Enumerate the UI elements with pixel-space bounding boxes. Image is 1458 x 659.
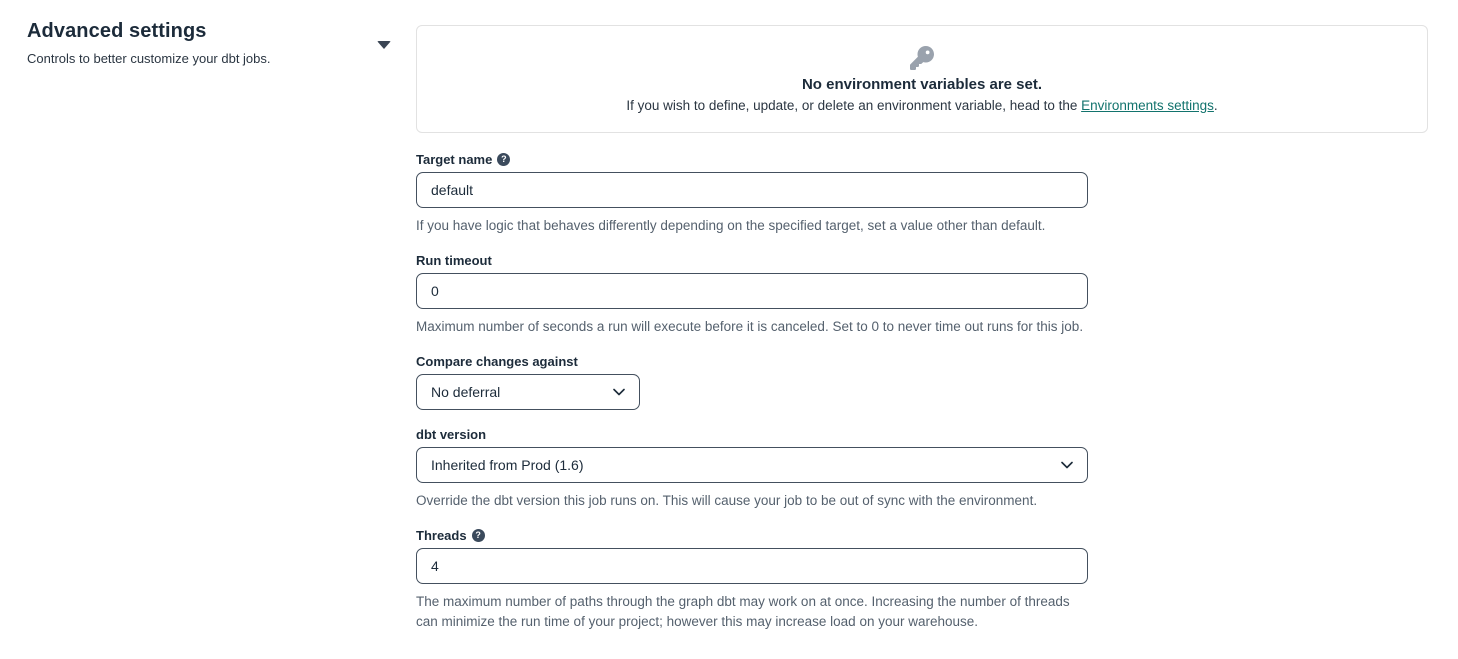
dbt-version-select[interactable] — [416, 447, 1088, 483]
page-subtitle: Controls to better customize your dbt jobs. — [27, 51, 271, 66]
caret-down-icon[interactable] — [377, 41, 391, 49]
threads-group — [416, 528, 1088, 632]
dbt-version-label: dbt version — [416, 427, 487, 442]
help-icon[interactable]: ? — [497, 153, 510, 166]
env-panel-message — [626, 98, 1217, 113]
env-variables-panel — [416, 25, 1428, 133]
run-timeout-input[interactable] — [416, 273, 1088, 309]
settings-form-column — [416, 0, 1428, 659]
compare-changes-value: No deferral — [431, 384, 501, 400]
compare-changes-group — [416, 354, 1088, 410]
run-timeout-label: Run timeout — [416, 253, 492, 268]
target-name-input[interactable] — [416, 172, 1088, 208]
section-header — [0, 0, 416, 659]
env-panel-title: No environment variables are set. — [801, 75, 1043, 93]
target-name-label: Target name — [416, 152, 493, 167]
threads-input[interactable] — [416, 548, 1088, 584]
advanced-settings-form — [416, 152, 1088, 632]
run-timeout-helper: Maximum number of seconds a run will execute before it is canceled. Set to 0 to never time out runs for this job. — [416, 319, 1084, 334]
help-icon[interactable]: ? — [472, 529, 485, 542]
target-name-helper: If you have logic that behaves differently depending on the specified target, set a value other than default. — [416, 218, 1046, 233]
key-icon — [910, 46, 934, 70]
threads-label: Threads — [416, 528, 467, 543]
threads-helper: The maximum number of paths through the graph dbt may work on at once. Increasing the number of threads can minimize the run time of your project; however this may increase load on your warehouse. — [416, 594, 1070, 629]
target-name-group — [416, 152, 1088, 236]
page-title: Advanced settings — [27, 20, 207, 42]
run-timeout-group — [416, 253, 1088, 337]
dbt-version-helper: Override the dbt version this job runs on. This will cause your job to be out of sync with the environment. — [416, 493, 1038, 508]
environments-settings-link[interactable]: Environments settings — [1081, 97, 1214, 113]
compare-changes-select[interactable] — [416, 374, 640, 410]
chevron-down-icon — [1061, 461, 1073, 469]
dbt-version-group — [416, 427, 1088, 511]
compare-changes-label: Compare changes against — [416, 354, 578, 369]
env-panel-message-after: . — [1213, 97, 1218, 113]
env-panel-message-before: If you wish to define, update, or delete an environment variable, head to the — [626, 97, 1082, 113]
chevron-down-icon — [613, 388, 625, 396]
dbt-version-value: Inherited from Prod (1.6) — [431, 457, 584, 473]
